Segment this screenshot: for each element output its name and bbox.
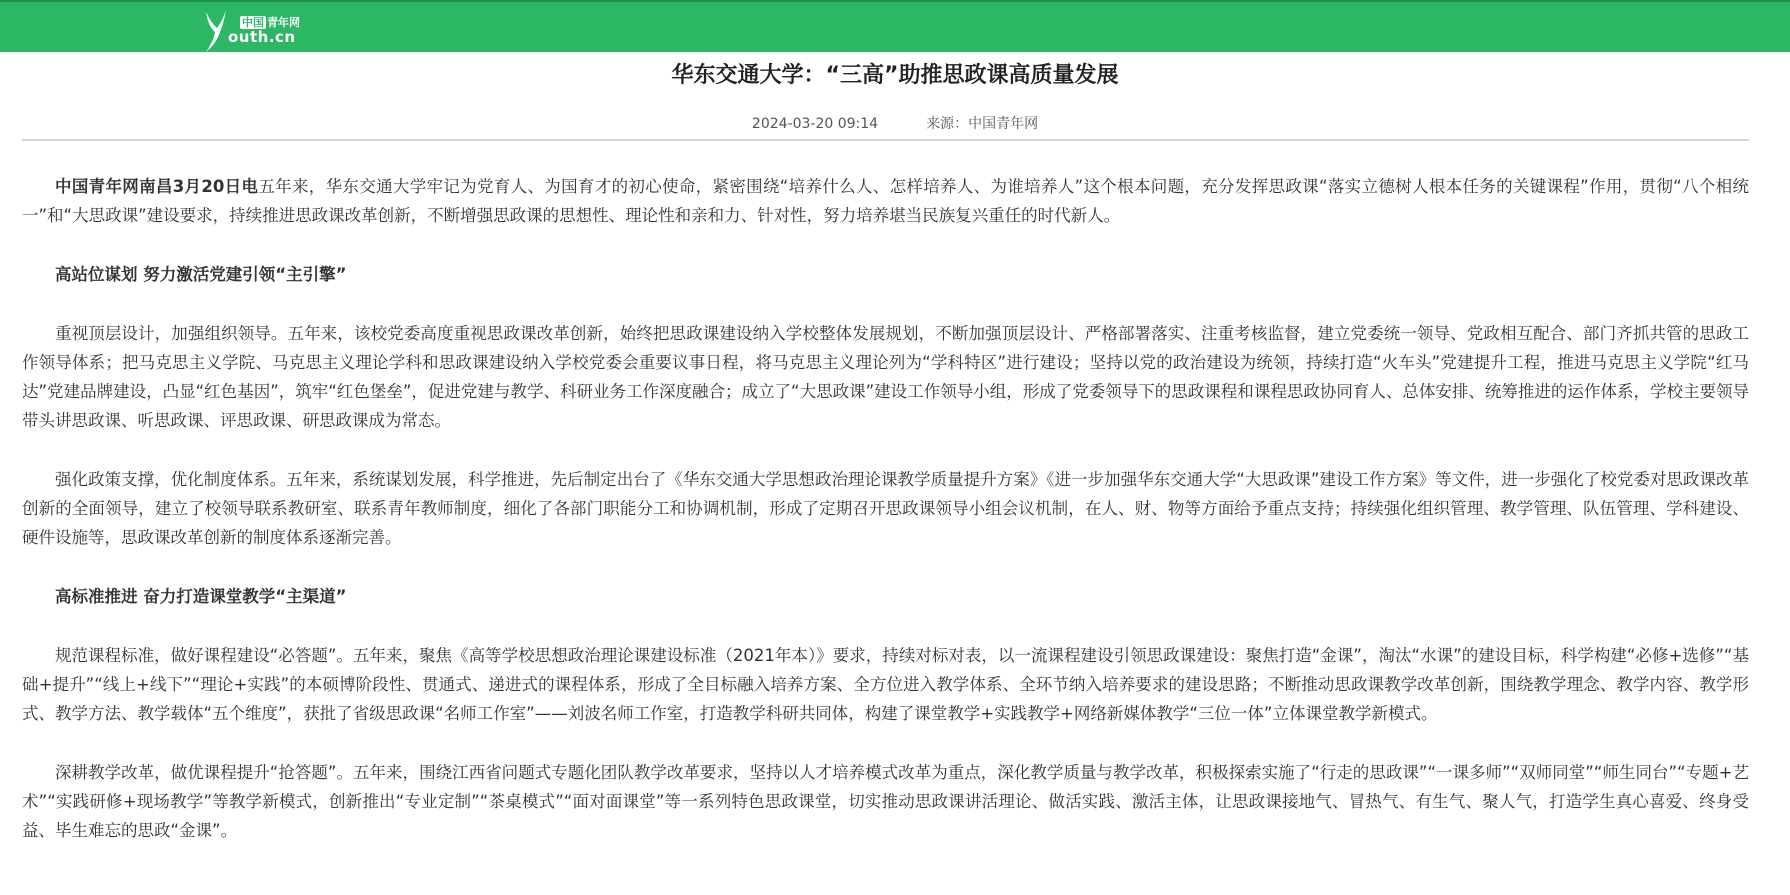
paragraph: 深耕教学改革，做优课程提升“抢答题”。五年来，围绕江西省问题式专题化团队教学改革要求，坚持以人才培养模式改革为重点，深化教学质量与教学改革，积极探索实施了“行走的思政课”“一课多师”“双师同堂”“师生同台”“专题+艺术”“实践研修+现场教学”等教学新模式，创新推出“专业定制”“茶桌模式”“面对面课堂”等一系列特色思政课堂，切实推动思政课讲活理论、做活实践、激活主体，让思政课接地气、冒热气、有生气、聚人气，打造学生真心喜爱、终身受益、毕生难忘的思政“金课”。 bbox=[22, 763, 1749, 840]
logo-badge: 中国 青年网 bbox=[242, 16, 300, 29]
dateline: 中国青年网南昌3月20日电 bbox=[55, 177, 259, 196]
article-meta bbox=[0, 114, 1790, 134]
section-heading-2: 高标准推进 奋力打造课堂教学“主渠道” bbox=[55, 587, 347, 606]
article-date: 2024-03-20 09:14 bbox=[751, 116, 879, 132]
article-source: 来源：中国青年网 bbox=[926, 116, 1039, 132]
paragraph: 规范课程标准，做好课程建设“必答题”。五年来，聚焦《高等学校思想政治理论课建设标准（2021年本）》要求，持续对标对表，以一流课程建设引领思政课建设：聚焦打造“金课”，淘汰“水课”的建设目标，科学构建“必修+选修”“基础+提升”“线上+线下”“理论+实践”的本硕博阶段性、贯通式、递进式的课程体系，形成了全目标融入培养方案、全方位进入教学体系、全环节纳入培养要求的建设思路；不断推动思政课教学改革创新，围绕教学理念、教学内容、教学形式、教学方法、教学载体“五个维度”，获批了省级思政课“名师工作室”——刘波名师工作室，打造教学科研共同体，构建了课堂教学+实践教学+网络新媒体教学“三位一体”立体课堂教学新模式。 bbox=[22, 646, 1749, 723]
site-header bbox=[0, 0, 1790, 52]
article-title: 华东交通大学：“三高”助推思政课高质量发展 bbox=[671, 63, 1119, 88]
youth-cn-logo[interactable] bbox=[200, 6, 300, 52]
title-divider bbox=[22, 139, 1749, 141]
paragraph: 重视顶层设计，加强组织领导。五年来，该校党委高度重视思政课改革创新，始终把思政课建设纳入学校整体发展规划，不断加强顶层设计、严格部署落实、注重考核监督，建立党委统一领导、党政相互配合、部门齐抓共管的思政工作领导体系；把马克思主义学院、马克思主义理论学科和思政课建设纳入学校党委会重要议事日程，将马克思主义理论列为“学科特区”进行建设；坚持以党的政治建设为统领，持续打造“火车头”党建提升工程，推进马克思主义学院“红马达”党建品牌建设，凸显“红色基因”，筑牢“红色堡垒”，促进党建与教学、科研业务工作深度融合；成立了“大思政课”建设工作领导小组，形成了党委领导下的思政课程和课程思政协同育人、总体安排、统筹推进的运作体系，学校主要领导带头讲思政课、听思政课、评思政课、研思政课成为常态。 bbox=[22, 324, 1749, 430]
logo-text: outh.cn bbox=[228, 28, 296, 46]
article-body bbox=[22, 172, 1749, 875]
paragraph-lead: 中国青年网南昌3月20日电五年来，华东交通大学牢记为党育人、为国育才的初心使命，紧密围绕“培养什么人、怎样培养人、为谁培养人”这个根本问题，充分发挥思政课“落实立德树人根本任务的关键课程”作用，贯彻“八个相统一”和“大思政课”建设要求，持续推进思政课改革创新，不断增强思政课的思想性、理论性和亲和力、针对性，努力培养堪当民族复兴重任的时代新人。 bbox=[22, 177, 1749, 225]
paragraph: 强化政策支撑，优化制度体系。五年来，系统谋划发展，科学推进，先后制定出台了《华东交通大学思想政治理论课教学质量提升方案》《进一步加强华东交通大学“大思政课”建设工作方案》等文件，进一步强化了校党委对思政课改革创新的全面领导，建立了校领导联系教研室、联系青年教师制度，细化了各部门职能分工和协调机制，形成了定期召开思政课领导小组会议机制，在人、财、物等方面给予重点支持；持续强化组织管理、教学管理、队伍管理、学科建设、硬件设施等，思政课改革创新的制度体系逐渐完善。 bbox=[22, 470, 1749, 547]
section-heading-1: 高站位谋划 努力激活党建引领“主引擎” bbox=[55, 265, 347, 284]
